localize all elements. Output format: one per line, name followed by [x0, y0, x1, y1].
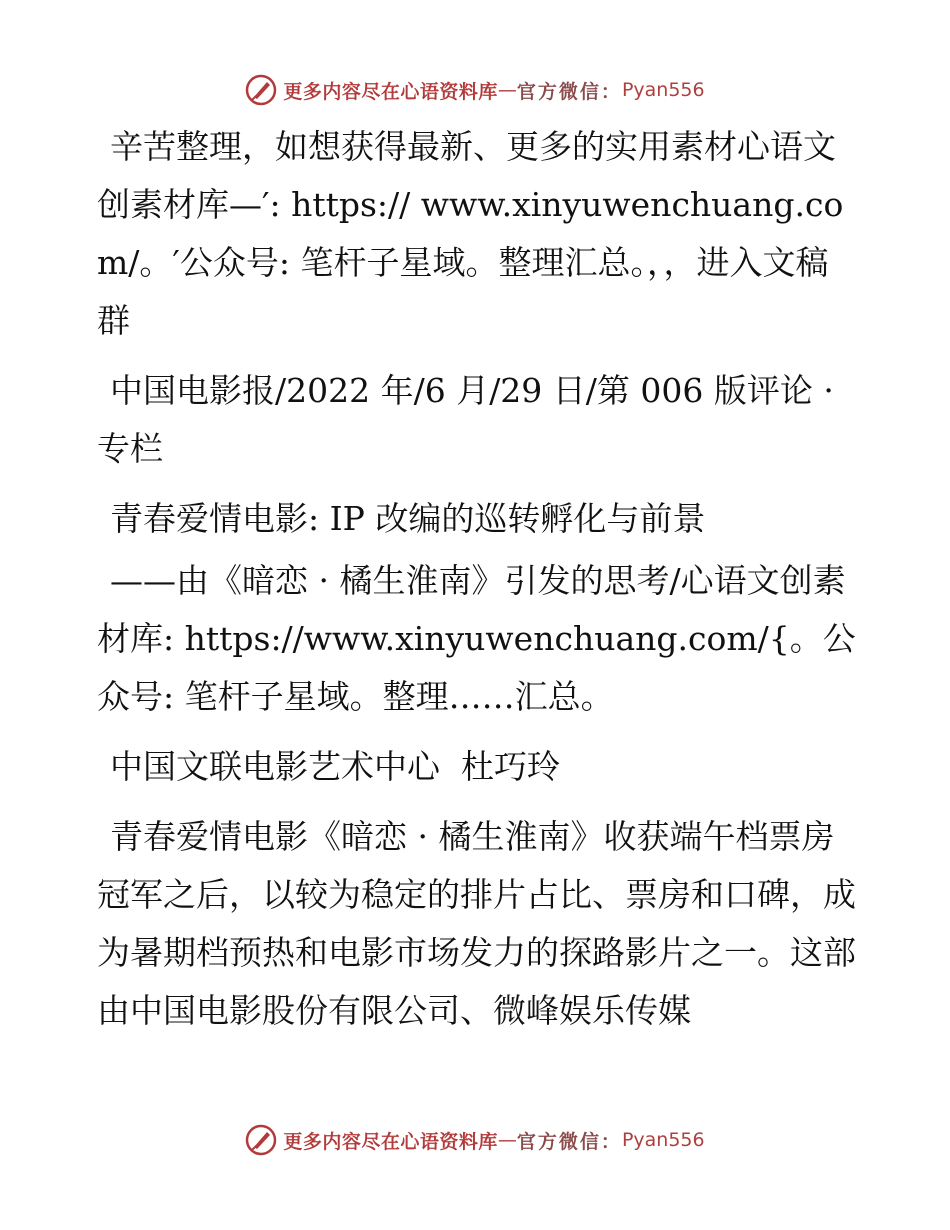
banner-wechat-id: Pyan556 — [621, 79, 705, 101]
article-subtitle: ——由《暗恋 · 橘生淮南》引发的思考/心语文创素材库: https://www.xinyuwenchuang.com/{。公众号: 笔杆子星域。整理……汇总。 — [97, 561, 856, 716]
banner-main-text: 更多内容尽在心语资料库 — [283, 80, 498, 103]
banner-dash: — — [497, 1129, 517, 1151]
body-paragraph: 青春爱情电影《暗恋 · 橘生淮南》收获端午档票房冠军之后，以较为稳定的排片占比、票房和口碑，成为暑期档预热和电影市场发力的探路影片之一。这部由中国电影股份有限公司、微峰娱乐传媒 — [97, 817, 856, 1030]
banner-official-label: 官方微信： — [516, 80, 622, 103]
banner-main-text: 更多内容尽在心语资料库 — [283, 1130, 498, 1153]
author-line: 中国文联电影艺术中心 杜巧玲 — [110, 747, 560, 786]
document-body — [97, 118, 857, 1040]
banner-dash: — — [497, 79, 517, 101]
source-line: 中国电影报/2022 年/6 月/29 日/第 006 版评论 · 专栏 — [97, 371, 834, 468]
quill-logo-icon — [245, 1124, 277, 1156]
banner-official-label: 官方微信： — [516, 1130, 622, 1153]
quill-logo-icon — [245, 74, 277, 106]
intro-paragraph: 辛苦整理，如想获得最新、更多的实用素材心语文创素材库—′: https:// www.xinyuwenchuang.com/。′公众号: 笔杆子星域。整理汇总。，，进入文稿群 — [97, 127, 844, 340]
article-title: 青春爱情电影: IP 改编的巡转孵化与前景 — [110, 499, 706, 538]
banner-wechat-id: Pyan556 — [621, 1129, 705, 1151]
header-banner — [0, 70, 950, 110]
footer-banner — [0, 1120, 950, 1160]
